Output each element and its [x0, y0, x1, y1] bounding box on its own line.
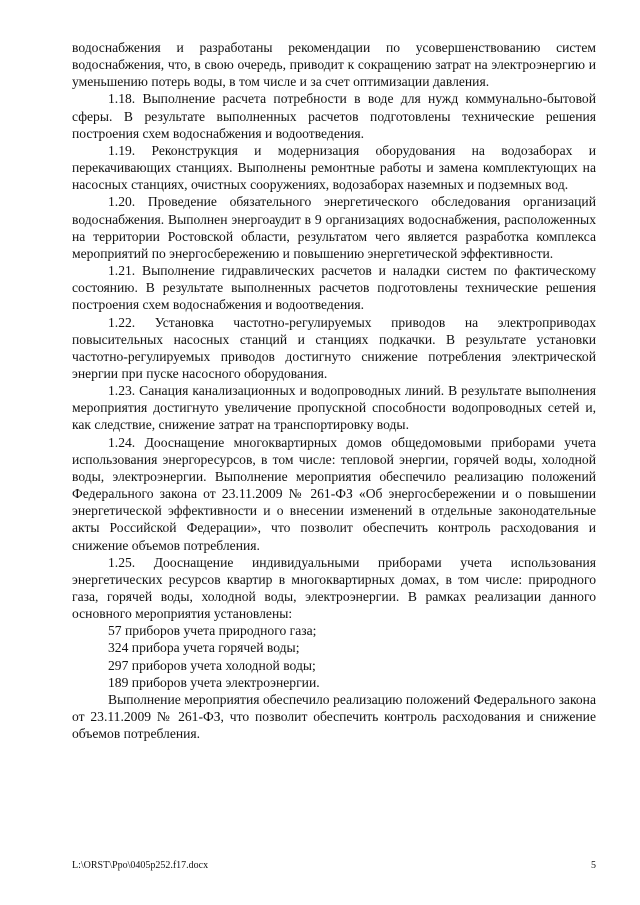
- paragraph-1-19: 1.19. Реконструкция и модернизация оборудования на водозаборах и перекачивающих станциях. Выполнены ремонтные работы и замена комплектующих на насосных станциях, очистных сооружениях, водозаборах наземных и подземных вод.: [72, 142, 596, 193]
- document-body: [72, 39, 596, 742]
- list-item-gas-meters: 57 приборов учета природного газа;: [108, 623, 317, 639]
- page-number: 5: [591, 860, 596, 871]
- paragraph-1-20: 1.20. Проведение обязательного энергетического обследования организаций водоснабжения. Выполнен энергоаудит в 9 организациях водоснабжения, расположенных на территории Ростовской области, результатом чего является разработка комплекса мероприятий по энергосбережению и повышению энергетической эффективности.: [72, 194, 596, 261]
- paragraph-1-18: 1.18. Выполнение расчета потребности в воде для нужд коммунально-бытовой сферы. В результате выполненных расчетов подготовлены технические решения построения схем водоснабжения и водоотведения.: [72, 91, 596, 141]
- paragraph-1-21: 1.21. Выполнение гидравлических расчетов и наладки систем по фактическому состоянию. В результате выполненных расчетов подготовлены технические решения построения схем водоснабжения и водоотведения.: [72, 263, 596, 313]
- paragraph-1-23: 1.23. Санация канализационных и водопроводных линий. В результате выполнения мероприятия достигнуто увеличение пропускной способности водопроводных сетей и, как следствие, снижение затрат на транспортировку воды.: [72, 383, 596, 433]
- list-item-cold-water-meters: 297 приборов учета холодной воды;: [108, 657, 316, 673]
- closing-paragraph: Выполнение мероприятия обеспечило реализацию положений Федерального закона от 23.11.2009 № 261-ФЗ, что позволит обеспечить контроль расходования и снижение объемов потребления.: [72, 691, 596, 742]
- footer-file-path: L:\ORST\Ppo\0405p252.f17.docx: [72, 860, 209, 871]
- paragraph-1-25: 1.25. Дооснащение индивидуальными приборами учета использования энергетических ресурсов квартир в многоквартирных домах, в том числе: природного газа, горячей воды, холодной воды, электроэнергии. В рамках реализации данного основного мероприятия установлены:: [72, 554, 596, 622]
- list-item-electricity-meters: 189 приборов учета электроэнергии.: [108, 674, 320, 690]
- paragraph-1-24: 1.24. Дооснащение многоквартирных домов общедомовыми приборами учета использования энергоресурсов, в том числе: тепловой энергии, горячей воды, холодной воды, электроэнергии. Выполнение мероприятия обеспечило реализацию положений Федерального закона от 23.11.2009 № 261-ФЗ «Об энергосбережении и о повышении энергетической эффективности и о внесении изменений в отдельные законодательные акты Российской Федерации», что позволит обеспечить контроль расходования и снижение объемов потребления.: [72, 434, 596, 553]
- paragraph-1-22: 1.22. Установка частотно-регулируемых приводов на электроприводах повысительных насосных станций и станциях подкачки. В результате установки частотно-регулируемых приводов достигнуто снижение потребления электрической энергии при пуске насосного оборудования.: [72, 314, 596, 381]
- list-item-hot-water-meters: 324 прибора учета горячей воды;: [108, 640, 300, 656]
- paragraph-continuation: водоснабжения и разработаны рекомендации по усовершенствованию систем водоснабжения, что, в свою очередь, приводит к сокращению затрат на электроэнергию и уменьшению потерь воды, в том числе и за счет оптимизации давления.: [72, 40, 596, 90]
